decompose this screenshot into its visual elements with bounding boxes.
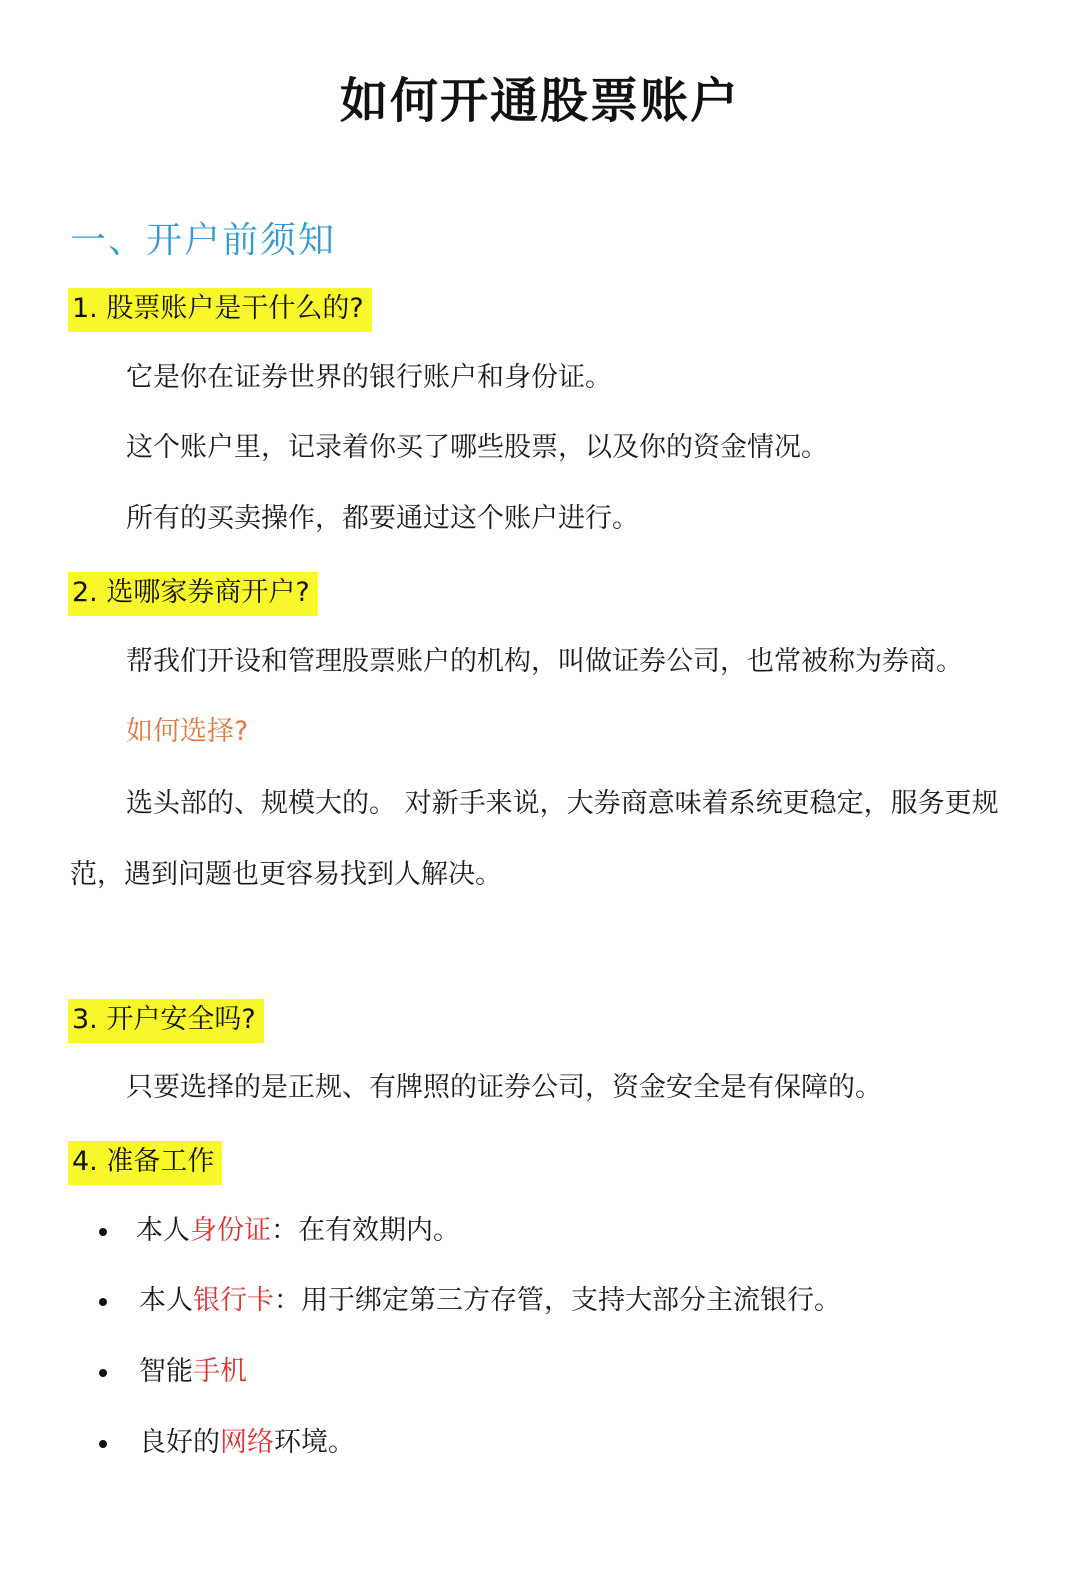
q1-line-3: 所有的买卖操作，都要通过这个账户进行。 bbox=[126, 503, 639, 534]
question-3-label: 3. 开户安全吗? bbox=[68, 999, 264, 1043]
item-prefix: 良好的 bbox=[139, 1427, 220, 1458]
question-4-label: 4. 准备工作 bbox=[68, 1141, 222, 1185]
bullet-icon bbox=[99, 1228, 107, 1236]
item-keyword: 身份证 bbox=[190, 1215, 271, 1246]
q2-line-1: 帮我们开设和管理股票账户的机构，叫做证券公司，也常被称为券商。 bbox=[126, 646, 963, 677]
item-keyword: 银行卡 bbox=[193, 1285, 274, 1316]
item-prefix: 智能 bbox=[139, 1356, 193, 1387]
item-keyword: 手机 bbox=[193, 1356, 247, 1387]
q3-line-1: 只要选择的是正规、有牌照的证券公司，资金安全是有保障的。 bbox=[126, 1072, 882, 1103]
item-suffix: 环境。 bbox=[274, 1427, 355, 1458]
list-item bbox=[139, 1425, 355, 1461]
bullet-icon bbox=[99, 1298, 107, 1306]
q2-line-2: 选头部的、规模大的。 对新手来说，大券商意味着系统更稳定，服务更规 bbox=[126, 788, 999, 819]
list-item bbox=[139, 1354, 247, 1390]
list-item bbox=[139, 1283, 841, 1319]
item-suffix: ：用于绑定第三方存管，支持大部分主流银行。 bbox=[274, 1285, 841, 1316]
q1-line-1: 它是你在证券世界的银行账户和身份证。 bbox=[126, 362, 612, 393]
bullet-icon bbox=[99, 1369, 107, 1377]
list-item bbox=[136, 1213, 460, 1249]
page-title: 如何开通股票账户 bbox=[339, 73, 740, 129]
question-2-label: 2. 选哪家券商开户? bbox=[68, 572, 318, 616]
q1-line-2: 这个账户里，记录着你买了哪些股票，以及你的资金情况。 bbox=[126, 432, 828, 463]
item-keyword: 网络 bbox=[220, 1427, 274, 1458]
question-1-label: 1. 股票账户是干什么的? bbox=[68, 288, 372, 332]
q2-sub-heading: 如何选择? bbox=[126, 716, 249, 747]
bullet-icon bbox=[99, 1440, 107, 1448]
item-prefix: 本人 bbox=[136, 1215, 190, 1246]
item-suffix: ：在有效期内。 bbox=[271, 1215, 460, 1246]
section-heading: 一、开户前须知 bbox=[70, 220, 337, 261]
q2-line-3: 范，遇到问题也更容易找到人解决。 bbox=[70, 859, 502, 890]
item-prefix: 本人 bbox=[139, 1285, 193, 1316]
